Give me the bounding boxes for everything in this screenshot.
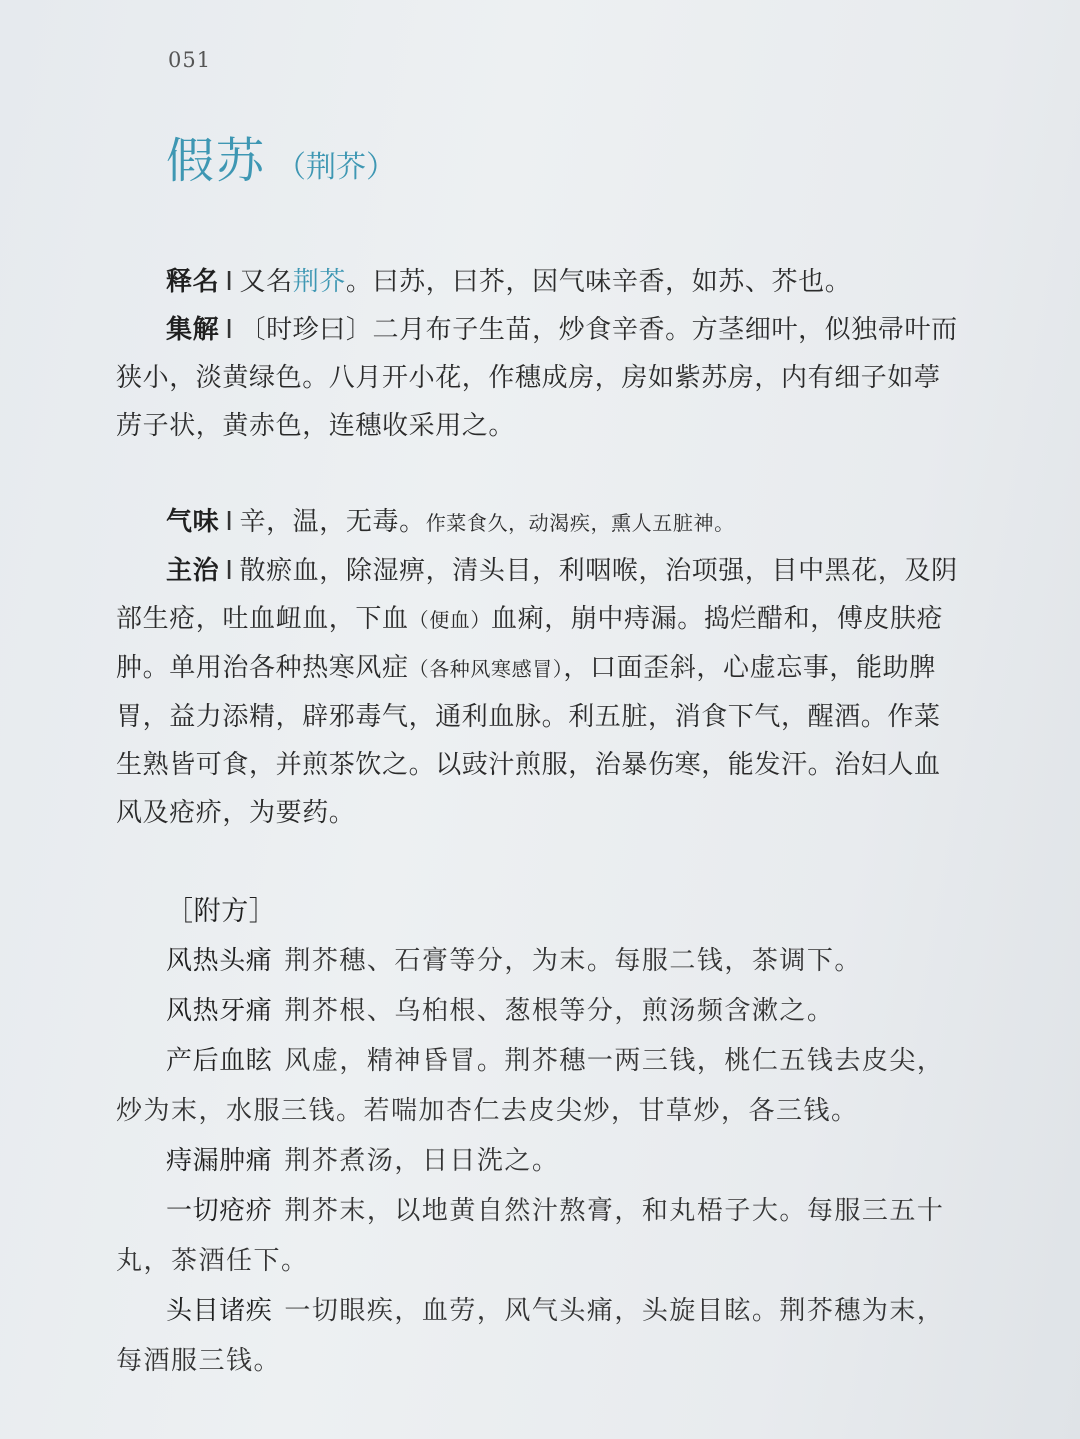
label-divider: I [225,267,234,297]
prescription-text: 荆芥根、乌桕根、葱根等分，煎汤频含漱之。 [284,996,835,1026]
section-zhuzhi [116,547,966,837]
prescription-item [116,1286,966,1386]
page-number: 051 [168,48,212,72]
shiming-highlight: 荆芥 [292,267,346,297]
shiming-post: 。曰苏，曰芥，因气味辛香，如苏、芥也。 [345,267,852,297]
section-label-qiwei: 气味 [166,507,220,537]
section-qiwei [116,498,966,547]
prescription-name: 一切疮疥 [166,1196,273,1226]
qiwei-note: 作菜食久，动渴疾，熏人五脏神。 [425,511,735,535]
prescription-text: 风虚，精神昏冒。荆芥穗一两三钱，桃仁五钱去皮尖，炒为末，水服三钱。若喘加杏仁去皮尖炒，甘草炒，各三钱。 [116,1046,945,1126]
prescription-item [116,1136,966,1186]
prescription-text: 一切眼疾，血劳，风气头痛，头旋目眩。荆芥穗为末，每酒服三钱。 [116,1296,945,1376]
section-label-jijie: 集解 [166,315,220,345]
prescription-name: 头目诸疾 [166,1296,273,1326]
shiming-pre: 又名 [239,267,293,297]
label-divider: I [225,315,234,345]
prescription-item [116,1036,966,1136]
zhuzhi-note-2: （各种风寒感冒） [408,657,564,681]
entry-title-alias: （荆芥） [276,150,397,185]
section-label-shiming: 释名 [166,267,220,297]
zhuzhi-text-3: ，口面歪斜，心虚忘事，能助脾胃，益力添精，辟邪毒气，通利血脉。利五脏，消食下气，醒酒。作菜生熟皆可食，并煎茶饮之。以豉汁煎服，治暴伤寒，能发汗。治妇人血风及疮疥，为要药。 [116,653,941,828]
section-label-zhuzhi: 主治 [166,556,220,586]
qiwei-text: 辛，温，无毒。 [239,507,426,537]
prescription-item [116,936,966,986]
jijie-text: 〔时珍曰〕二月布子生苗，炒食辛香。方茎细叶，似独帚叶而狭小，淡黄绿色。八月开小花，作穗成房，房如紫苏房，内有细子如葶苈子状，黄赤色，连穗收采用之。 [116,315,958,441]
zhuzhi-text-2: 血痢，崩中痔漏。捣烂醋和，傅皮肤疮肿。单用治各种热寒风症 [116,604,944,683]
section-shiming [116,258,966,306]
entry-title-main: 假苏 [166,133,267,189]
prescriptions-heading: ［附方］ [166,896,277,927]
prescription-item [116,1186,966,1286]
label-divider: I [225,556,234,586]
entry-title [166,122,396,191]
section-block-names [116,258,966,450]
section-jijie [116,306,966,450]
label-divider: I [225,507,234,537]
prescription-name: 风热头痛 [166,946,273,976]
section-block-properties [116,498,966,837]
prescription-text: 荆芥末，以地黄自然汁熬膏，和丸梧子大。每服三五十丸，茶酒任下。 [116,1196,945,1276]
zhuzhi-note-1: （便血） [408,608,492,632]
prescription-text: 荆芥穗、石膏等分，为末。每服二钱，茶调下。 [284,946,862,976]
prescriptions-block [116,888,966,1386]
prescription-name: 产后血眩 [166,1046,273,1076]
prescription-name: 风热牙痛 [166,996,273,1026]
prescription-name: 痔漏肿痛 [166,1146,273,1176]
zhuzhi-text-1: 散瘀血，除湿痹，清头目，利咽喉，治项强，目中黑花，及阴部生疮，吐血衄血，下血 [116,556,958,634]
prescription-item [116,986,966,1036]
prescription-text: 荆芥煮汤，日日洗之。 [284,1146,560,1176]
